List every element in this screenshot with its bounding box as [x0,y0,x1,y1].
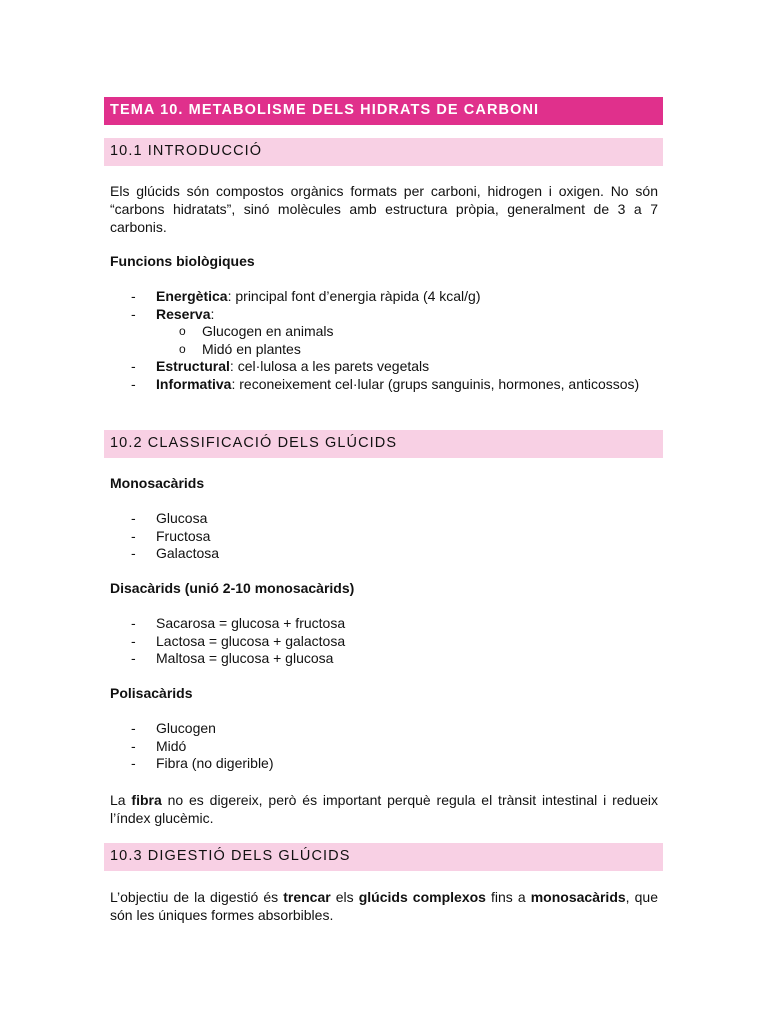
digestion-paragraph: L’objectiu de la digestió és trencar els glúcids complexos fins a monosacàrids, que són les úniques formes absorbibles. [110,889,658,923]
sub-list-item: o Midó en plantes [179,340,301,357]
section-heading-intro: 10.1 INTRODUCCIÓ [104,138,663,166]
fibre-note-paragraph: La fibra no es digereix, però és important perquè regula el trànsit intestinal i redueix l’índex glucèmic. [110,792,658,826]
list-marker: - [131,375,136,392]
sub-list-marker: o [179,324,186,339]
list-item: - Informativa: reconeixement cel·lular (grups sanguinis, hormones, anticossos) [131,375,640,392]
list-marker: - [131,288,136,304]
list-item: - Glucosa [131,510,208,526]
section-heading-classification: 10.2 CLASSIFICACIÓ DELS GLÚCIDS [104,430,663,458]
functions-list [110,288,658,394]
list-item: - Energètica: principal font d’energia ràpida (4 kcal/g) [131,288,481,304]
list-item: - Maltosa = glucosa + glucosa [131,650,334,667]
list-item: - Midó [131,737,187,754]
list-item: - Sacarosa = glucosa + fructosa [131,615,346,631]
sub-list-item: o Glucogen en animals [179,323,334,340]
functions-heading: Funcions biològiques [110,253,255,269]
monosaccharides-heading: Monosacàrids [110,475,205,491]
list-item: - Lactosa = glucosa + galactosa [131,632,346,649]
list-marker: - [131,358,136,375]
disaccharides-heading: Disacàrids (unió 2-10 monosacàrids) [110,580,355,596]
intro-paragraph: Els glúcids són compostos orgànics formats per carboni, hidrogen i oxigen. No són “carbons hidratats”, sinó molècules amb estructura pròpia, generalment de 3 a 7 carbonis. [110,183,658,235]
polysaccharides-heading: Polisacàrids [110,685,193,701]
polysaccharides-list [110,720,658,773]
sub-list-marker: o [179,341,186,356]
list-item: - Fructosa [131,527,211,544]
list-item: - Glucogen [131,720,216,736]
list-item: - Reserva: [131,305,215,322]
list-marker: - [131,305,136,322]
list-item: - Estructural: cel·lulosa a les parets vegetals [131,358,430,375]
section-heading-digestion: 10.3 DIGESTIÓ DELS GLÚCIDS [104,843,663,871]
list-item: - Fibra (no digerible) [131,755,274,772]
disaccharides-list [110,615,658,668]
monosaccharides-list [110,510,658,563]
list-item: - Galactosa [131,545,220,562]
document-title: TEMA 10. METABOLISME DELS HIDRATS DE CARBONI [104,97,663,125]
